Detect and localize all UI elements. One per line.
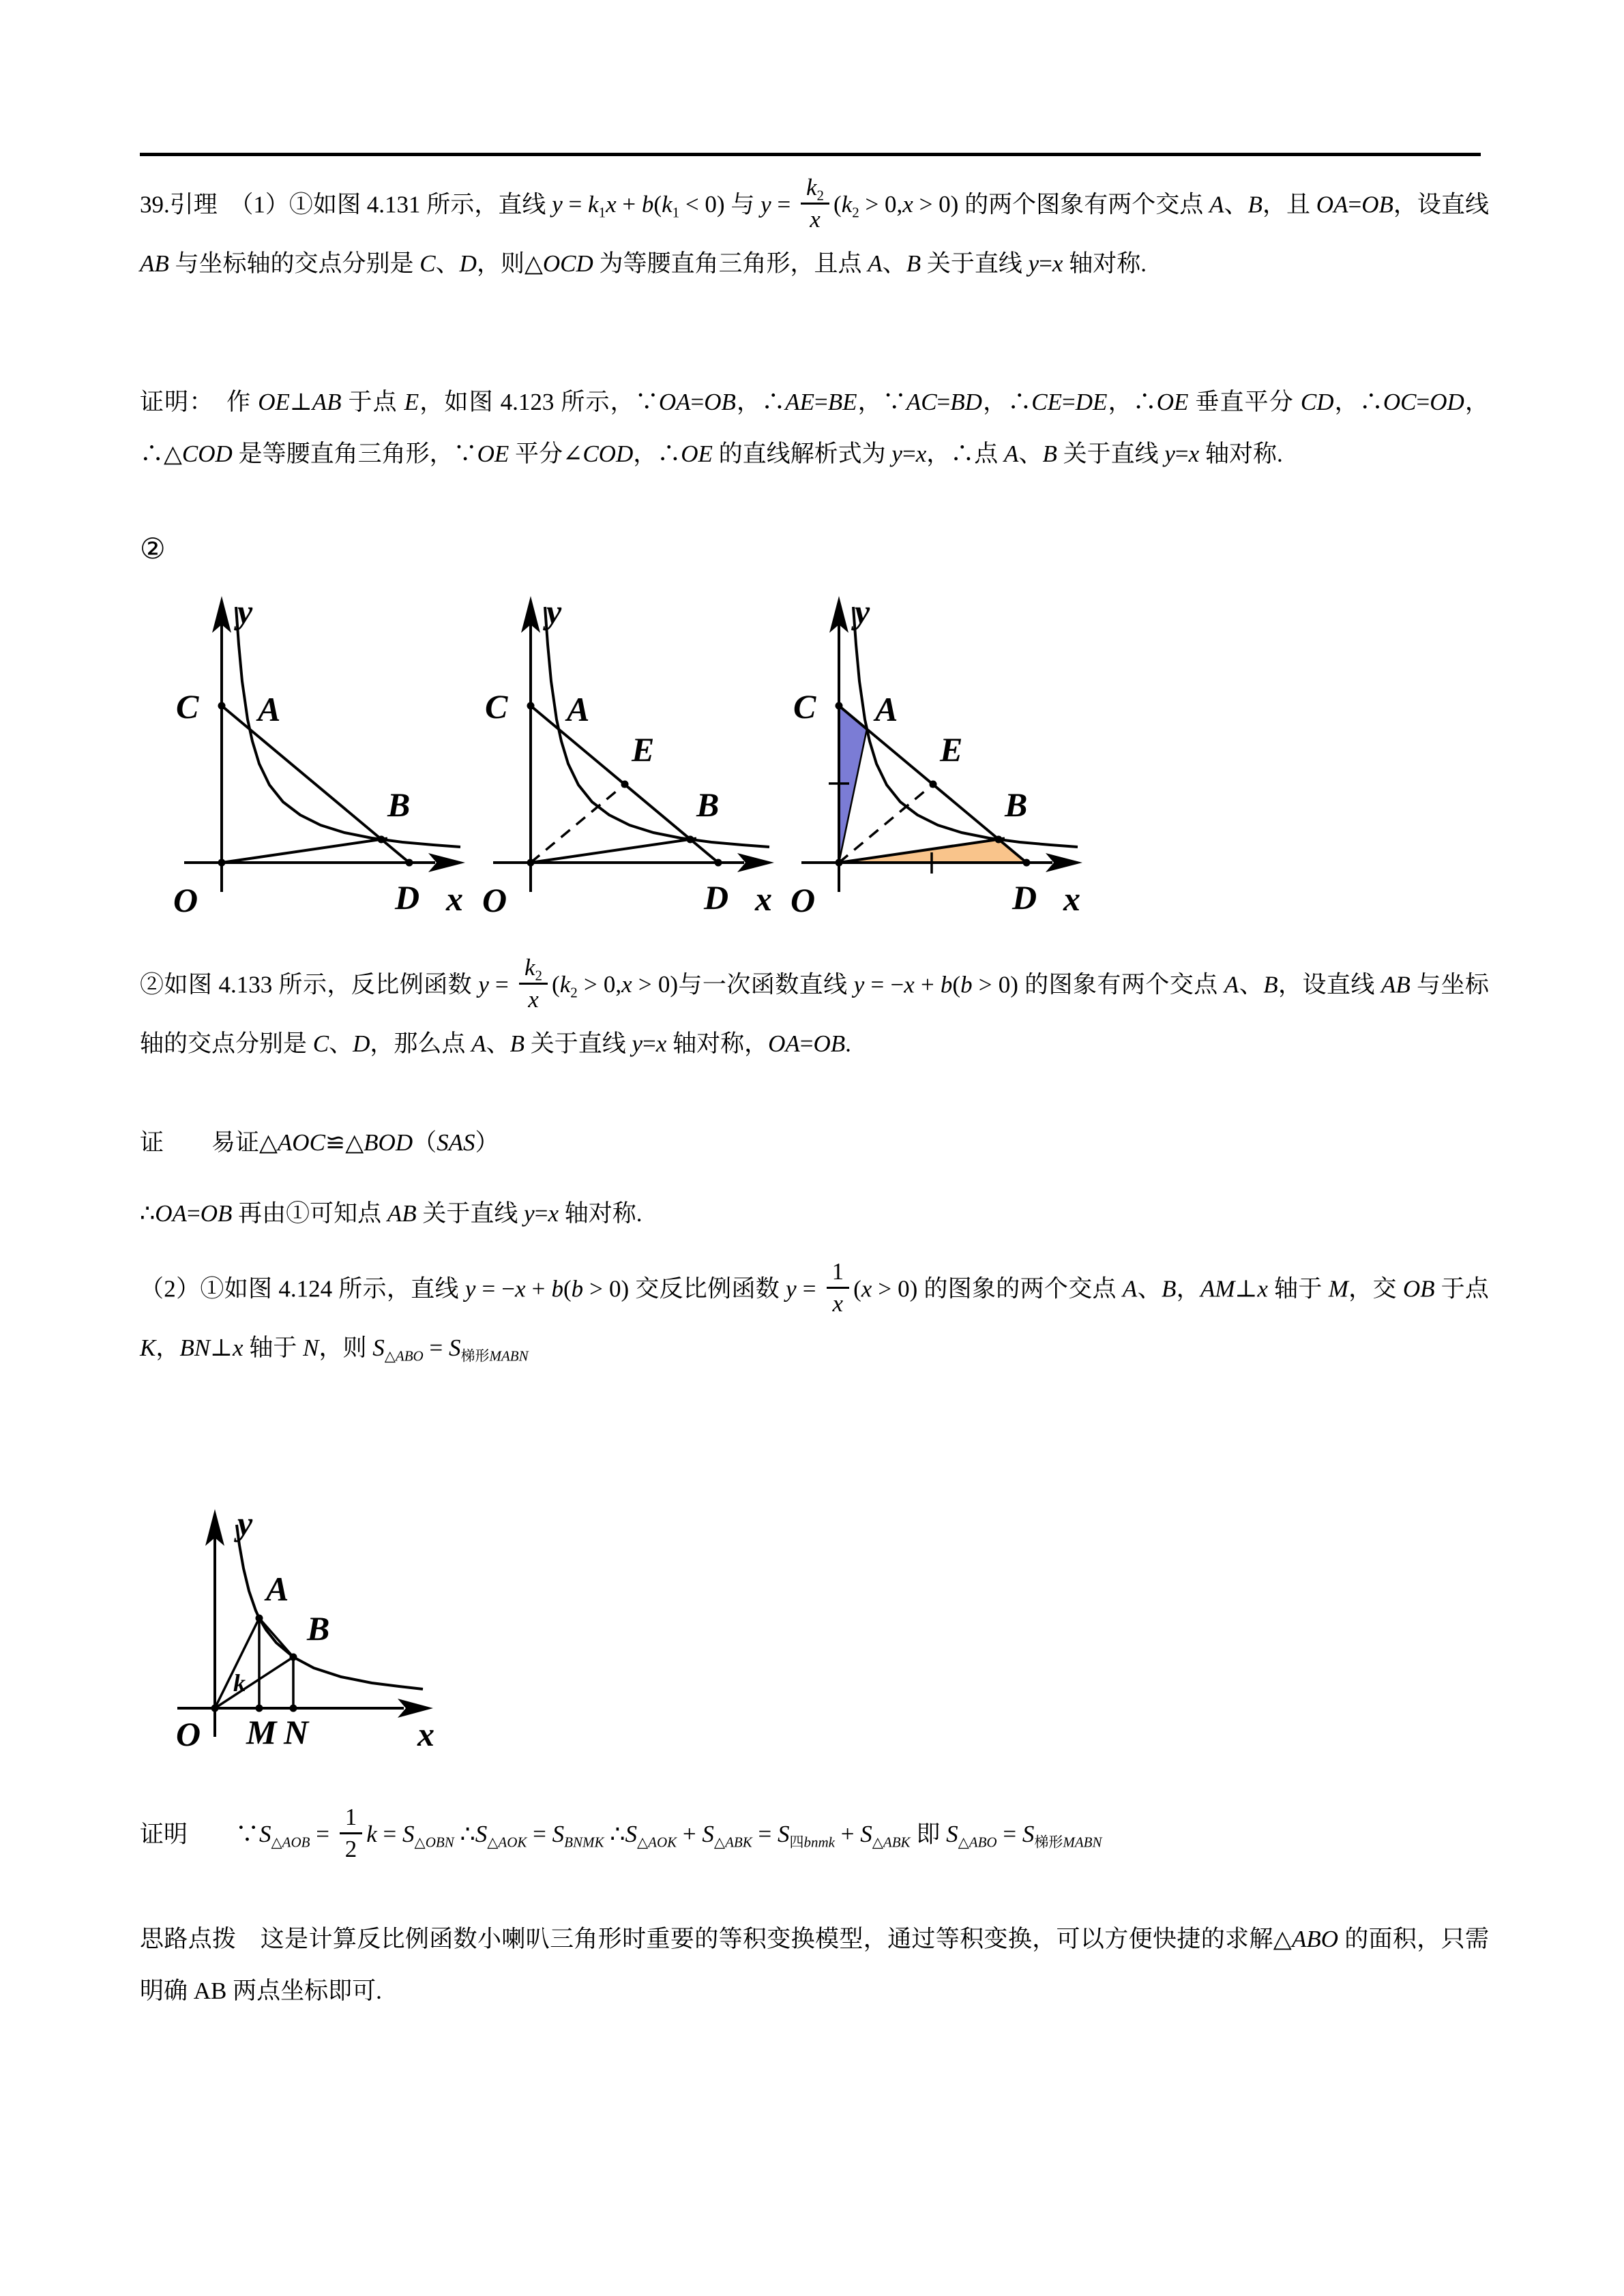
label-A: A bbox=[266, 1570, 289, 1608]
paragraph-proof-sas: 证 易证△AOC≌△BOD（SAS） bbox=[140, 1129, 499, 1156]
label-O: O bbox=[173, 881, 198, 919]
label-O: O bbox=[482, 881, 507, 919]
line-OB bbox=[531, 839, 696, 863]
label-x: x bbox=[417, 1715, 434, 1753]
label-y: y bbox=[546, 593, 562, 631]
label-E: E bbox=[940, 730, 963, 769]
label-B: B bbox=[387, 786, 411, 824]
label-D: D bbox=[1012, 878, 1037, 916]
label-B: B bbox=[307, 1609, 330, 1648]
paragraph-part-2: （2）①如图 4.124 所示，直线 y = −x + b(b > 0) 交反比例函数 y = $\frac{1}{x}$ (x > 0) 的图象的两个交点 A、B，AM⊥x 轴于 M，交 OB 于点 K，BN⊥x 轴于 N，则 $S_{\triangle ABO} = S_{梯形MABN}$ bbox=[140, 1258, 1489, 1364]
label-C: C bbox=[793, 687, 816, 726]
label-O: O bbox=[791, 881, 816, 919]
label-D: D bbox=[704, 878, 729, 916]
chord-AB bbox=[259, 1618, 293, 1657]
label-B: B bbox=[696, 786, 720, 824]
label-E: E bbox=[632, 730, 655, 769]
label-x: x bbox=[755, 880, 772, 918]
line-OB bbox=[222, 839, 387, 863]
figure-middle bbox=[466, 580, 786, 921]
paragraph-case-2: ②如图 4.133 所示，反比例函数 y = $\frac{k_2}{x}$ $(k_2 > 0,x > 0)$与一次函数直线 y = −x + b(b > 0) 的图象有两个交点 A、B，设直线 AB 与坐标轴的交点分别是 C、D，那么点 A、B 关于直线 y=x 轴对称，OA=OB. bbox=[140, 954, 1489, 1057]
label-A: A bbox=[258, 690, 281, 728]
label-y: y bbox=[855, 593, 870, 631]
label-A: A bbox=[875, 690, 898, 728]
page-top-rule bbox=[140, 153, 1481, 156]
paragraph-proof-1: 证明： 作 OE⊥AB 于点 E，如图 4.123 所示，∵OA=OB，∴AE=BE，∵AC=BD，∴CE=DE，∴OE 垂直平分 CD，∴OC=OD，∴△COD 是等腰直角三角形，∵OE 平分∠COD，∴OE 的直线解析式为 y=x，∴点 A、B 关于直线 y=x 轴对称. bbox=[140, 389, 1489, 467]
label-N: N bbox=[284, 1713, 309, 1751]
figure-4-124 bbox=[150, 1490, 437, 1776]
label-x: x bbox=[1063, 880, 1080, 918]
label-y: y bbox=[237, 1504, 253, 1542]
item-marker-2: ② bbox=[140, 534, 166, 565]
hyperbola-curve bbox=[237, 1525, 423, 1689]
paragraph-tips: 思路点拨 这是计算反比例函数小喇叭三角形时重要的等积变换模型，通过等积变换，可以方便快捷的求解△ABO 的面积，只需明确 AB 两点坐标即可. bbox=[140, 1926, 1489, 2004]
label-C: C bbox=[485, 687, 508, 726]
label-B: B bbox=[1005, 786, 1028, 824]
label-O: O bbox=[176, 1715, 201, 1753]
label-k: k bbox=[233, 1669, 246, 1697]
label-D: D bbox=[395, 878, 420, 916]
figure-4-131 bbox=[157, 580, 477, 921]
paragraph-proof-2: 证明 $\because S_{\triangle AOB}$ = $\frac{1}{2}$ $k = S_{\triangle OBN}$ $\therefore S_{\triangle AOK} = S_{BNMK}$ $\therefore S_{\triangle AOK} + S_{\triangle ABK} = S_{四bnmk} + S_{\triangle ABK}$ 即 $S_{\triangle ABO} = S_{梯形MABN}$ bbox=[140, 1806, 1586, 1868]
paragraph-lemma-intro: 39.引理 （1）①如图 4.131 所示，直线 $y = k_1x + b(k_1 < 0)$ 与 y = $\frac{k_2}{x}$ $(k_2 > 0,x > 0)$ 的两个图象有两个交点 A、B，且 OA=OB，设直线 AB 与坐标轴的交点分别是 C、D，则△OCD 为等腰直角三角形，且点 A、B 关于直线 y=x 轴对称. bbox=[140, 174, 1489, 277]
label-A: A bbox=[567, 690, 590, 728]
label-C: C bbox=[176, 687, 199, 726]
label-M: M bbox=[246, 1713, 277, 1751]
figure-4-133-shaded bbox=[774, 580, 1095, 921]
label-y: y bbox=[237, 593, 253, 631]
paragraph-conclusion-1: ∴OA=OB 再由①可知点 AB 关于直线 y=x 轴对称. bbox=[140, 1200, 643, 1227]
label-x: x bbox=[446, 880, 463, 918]
